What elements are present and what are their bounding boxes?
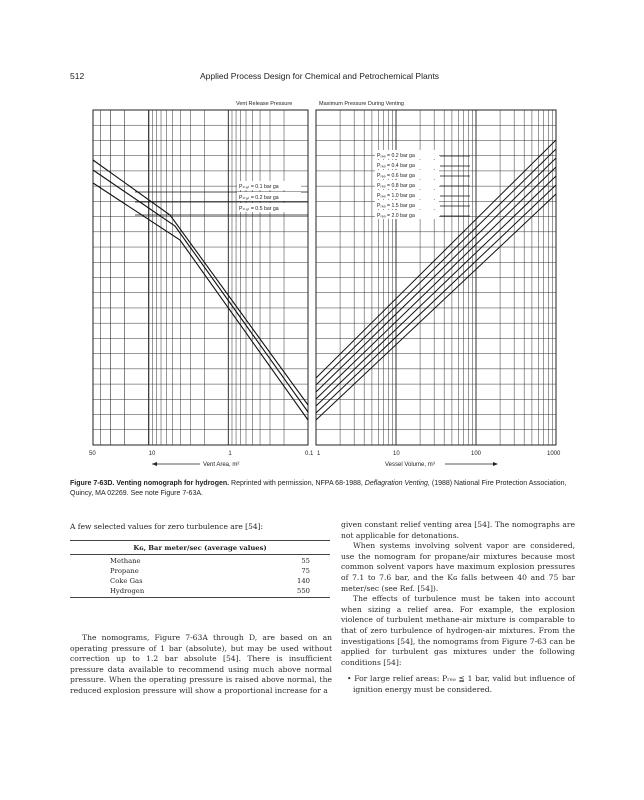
tick-label: 10 bbox=[393, 451, 400, 457]
right-panel-title: Maximum Pressure During Venting bbox=[319, 101, 404, 107]
reduced-pressure-label: Pᵣₑₔ = 2.0 bar ga bbox=[377, 213, 415, 219]
reduced-pressure-label: Pᵣₑₔ = 1.5 bar ga bbox=[377, 203, 415, 209]
tick-label: 1 bbox=[317, 451, 321, 457]
left-axis-label bbox=[152, 462, 239, 468]
tick-label: 50 bbox=[89, 451, 96, 457]
reduced-pressure-curve bbox=[316, 194, 556, 420]
vent-pressure-label: Pₛₜₐₜ = 0.5 bar ga bbox=[239, 206, 279, 212]
caption-italic: Deflagration Venting, bbox=[364, 480, 430, 487]
caption-text-end: (1988) National Fire Protection Association, Quincy, MA 02269. See note Figure 7-63A. bbox=[70, 480, 567, 497]
page-number: 512 bbox=[70, 71, 85, 81]
vent-pressure-label: Pₛₜₐₜ = 0.1 bar ga bbox=[239, 184, 279, 190]
vent-pressure-curve bbox=[93, 183, 308, 420]
running-header: Applied Process Design for Chemical and Petrochemical Plants bbox=[200, 71, 440, 81]
reduced-pressure-label: Pᵣₑₔ = 0.4 bar ga bbox=[377, 163, 415, 169]
caption-text: Reprinted with permission, NFPA 68-1988, bbox=[231, 480, 363, 487]
reduced-pressure-label: Pᵣₑₔ = 0.6 bar ga bbox=[377, 173, 415, 179]
table-row: Methane 55 bbox=[110, 557, 310, 565]
vent-pressure-label: Pₛₜₐₜ = 0.2 bar ga bbox=[239, 195, 279, 201]
right-bullet: • For large relief areas: Pᵣₑₔ ≦ 1 bar, valid but influence of ignition energy must be considered. bbox=[347, 674, 575, 694]
right-axis-label bbox=[385, 462, 498, 468]
table-header: Kɢ, Bar meter/sec (average values) bbox=[133, 544, 267, 552]
reduced-pressure-curve bbox=[316, 185, 556, 413]
left-paragraph: The nomograms, Figure 7-63A through D, are based on an operating pressure of 1 bar (absolute), but may be used without correction up to 1.2 bar absolute [54]. There is insufficient pressure data available to recommend using much above normal pressure. When the operating pressure is raised above normal, the reduced explosion pressure will show a proportional increase for a bbox=[70, 633, 332, 695]
tick-label: 1 bbox=[228, 451, 232, 457]
left-panel bbox=[93, 110, 308, 445]
tick-labels bbox=[89, 451, 561, 457]
table-row: Hydrogen 550 bbox=[110, 587, 310, 595]
reduced-pressure-label: Pᵣₑₔ = 0.8 bar ga bbox=[377, 183, 415, 189]
right-column bbox=[341, 520, 575, 696]
tick-label: 0.1 bbox=[305, 451, 314, 457]
tick-label: 100 bbox=[471, 451, 482, 457]
reduced-pressure-label: Pᵣₑₔ = 1.0 bar ga bbox=[377, 193, 415, 199]
right-paragraph-2: When systems involving solvent vapor are considered, use the nomogram for propane/air mixtures because most common solvent vapors have maximum explosion pressures of 7.1 to 7.6 bar, and the Kɢ falls between 40 and 75 bar meter/sec (see Ref. [54]). bbox=[341, 541, 575, 593]
caption-label: Figure 7-63D. bbox=[70, 480, 115, 487]
table-row: Propane 75 bbox=[110, 567, 310, 575]
table-intro: A few selected values for zero turbulence are [54]: bbox=[70, 522, 264, 531]
left-xlabel: Vent Area, m² bbox=[203, 462, 240, 468]
left-column bbox=[70, 633, 332, 697]
right-paragraph-1: given constant relief venting area [54]. The nomographs are not applicable for detonations. bbox=[341, 520, 575, 540]
kg-table bbox=[70, 539, 330, 599]
table-row: Coke Gas 140 bbox=[110, 577, 310, 585]
right-paragraph-3: The effects of turbulence must be taken into account when sizing a relief area. For example, the explosion violence of turbulent methane-air mixture is comparable to that of zero turbulence of hydrogen-air mixtures. From the investigations [54], the nomograms from Figure 7-63 can be applied for turbulent gas mixtures under the following conditions [54]: bbox=[341, 594, 575, 667]
figure-caption bbox=[70, 479, 575, 499]
curve-labels bbox=[237, 150, 439, 219]
right-xlabel: Vessel Volume, m³ bbox=[385, 462, 435, 468]
tick-label: 10 bbox=[148, 451, 156, 457]
tick-label: 1000 bbox=[547, 451, 561, 457]
caption-title: Venting nomograph for hydrogen. bbox=[116, 480, 230, 487]
left-panel-title: Vent Release Pressure bbox=[236, 101, 293, 107]
reduced-pressure-label: Pᵣₑₔ = 0.2 bar ga bbox=[377, 153, 415, 159]
